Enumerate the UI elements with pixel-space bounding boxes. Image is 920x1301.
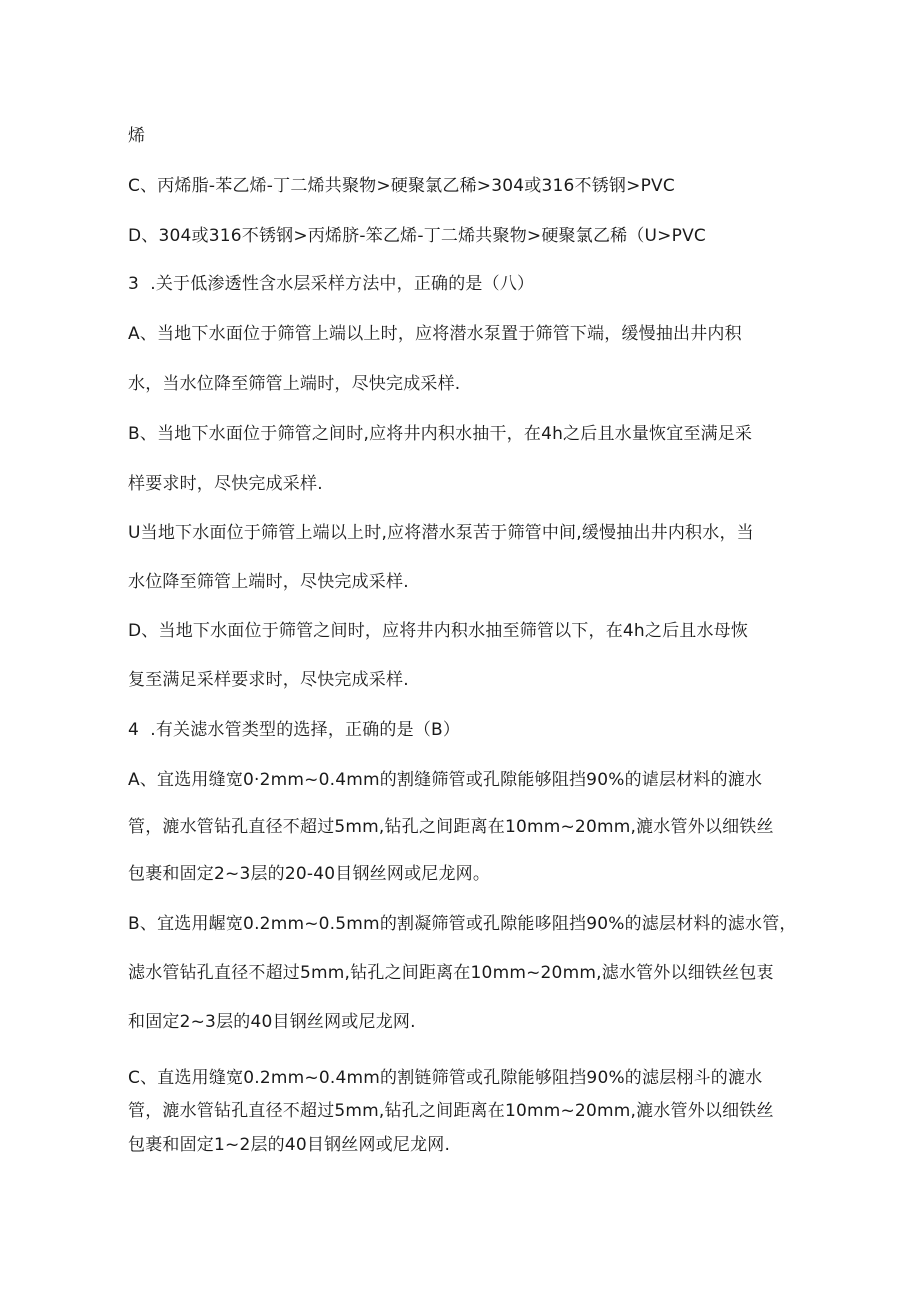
question-3-stem: 3 .关于低渗透性含水层采样方法中，正确的是（八） <box>128 274 535 294</box>
text-line-2: C、丙烯脂-苯乙烯-丁二烯共聚物>硬聚氯乙稀>304或316不锈钢>PVC <box>128 176 675 196</box>
text-line-21: 管，漉水管钻孔直径不超过5mm,钻孔之间距离在10mm~20mm,漉水管外以细铁丝 <box>128 1101 774 1121</box>
text-line-19: 和固定2~3层的40目钢丝网或尼龙网. <box>128 1012 416 1032</box>
text-line-15: 管，漉水管钻孔直径不超过5mm,钻孔之间距离在10mm~20mm,漉水管外以细铁丝 <box>128 817 774 837</box>
text-line-12: 复至满足采样要求时，尽快完成采样. <box>128 670 409 690</box>
text-line-6: 水，当水位降至筛管上端时，尽快完成采样. <box>128 374 461 394</box>
text-line-14: A、宜选用缝宽0·2mm~0.4mm的割缝筛管或孔隙能够阻挡90%的谑层材料的漉水 <box>128 770 763 790</box>
text-line-1: 烯 <box>128 126 146 146</box>
text-line-3: D、304或316不锈钢>丙烯脐-笨乙烯-丁二烯共聚物>硬聚氯乙稀（U>PVC <box>128 226 706 246</box>
text-line-9: U当地下水面位于筛管上端以上时,应将潜水泵苦于筛管中间,缓慢抽出井内积水，当 <box>128 523 754 543</box>
text-line-7: B、当地下水面位于筛管之间时,应将井内积水抽干，在4h之后且水量恢宜至满足采 <box>128 424 753 444</box>
text-line-22: 包裹和固定1~2层的40目钢丝网或尼龙网. <box>128 1135 451 1155</box>
text-line-16: 包裹和固定2~3层的20-40目钢丝网或尼龙网。 <box>128 864 491 884</box>
text-line-11: D、当地下水面位于筛管之间时，应将井内积水抽至筛管以下，在4h之后且水母恢 <box>128 621 749 641</box>
text-line-10: 水位降至筛管上端时，尽快完成采样. <box>128 572 409 592</box>
text-line-17: B、宜选用龌宽0.2mm~0.5mm的割凝筛管或孔隙能哆阻挡90%的滤层材料的滤水管， <box>128 914 797 934</box>
question-4-stem: 4 .有关滤水管类型的选择，正确的是（B） <box>128 720 461 740</box>
text-line-18: 滤水管钻孔直径不超过5mm,钻孔之间距离在10mm~20mm,滤水管外以细铁丝包衷 <box>128 963 774 983</box>
text-line-5: A、当地下水面位于筛管上端以上时，应将潜水泵置于筛管下端，缓慢抽出井内积 <box>128 324 742 344</box>
text-line-8: 样要求时，尽快完成采样. <box>128 474 323 494</box>
text-line-20: C、直选用缝宽0.2mm~0.4mm的割链筛管或孔隙能够阻挡90%的滤层栩斗的漉水 <box>128 1068 763 1088</box>
